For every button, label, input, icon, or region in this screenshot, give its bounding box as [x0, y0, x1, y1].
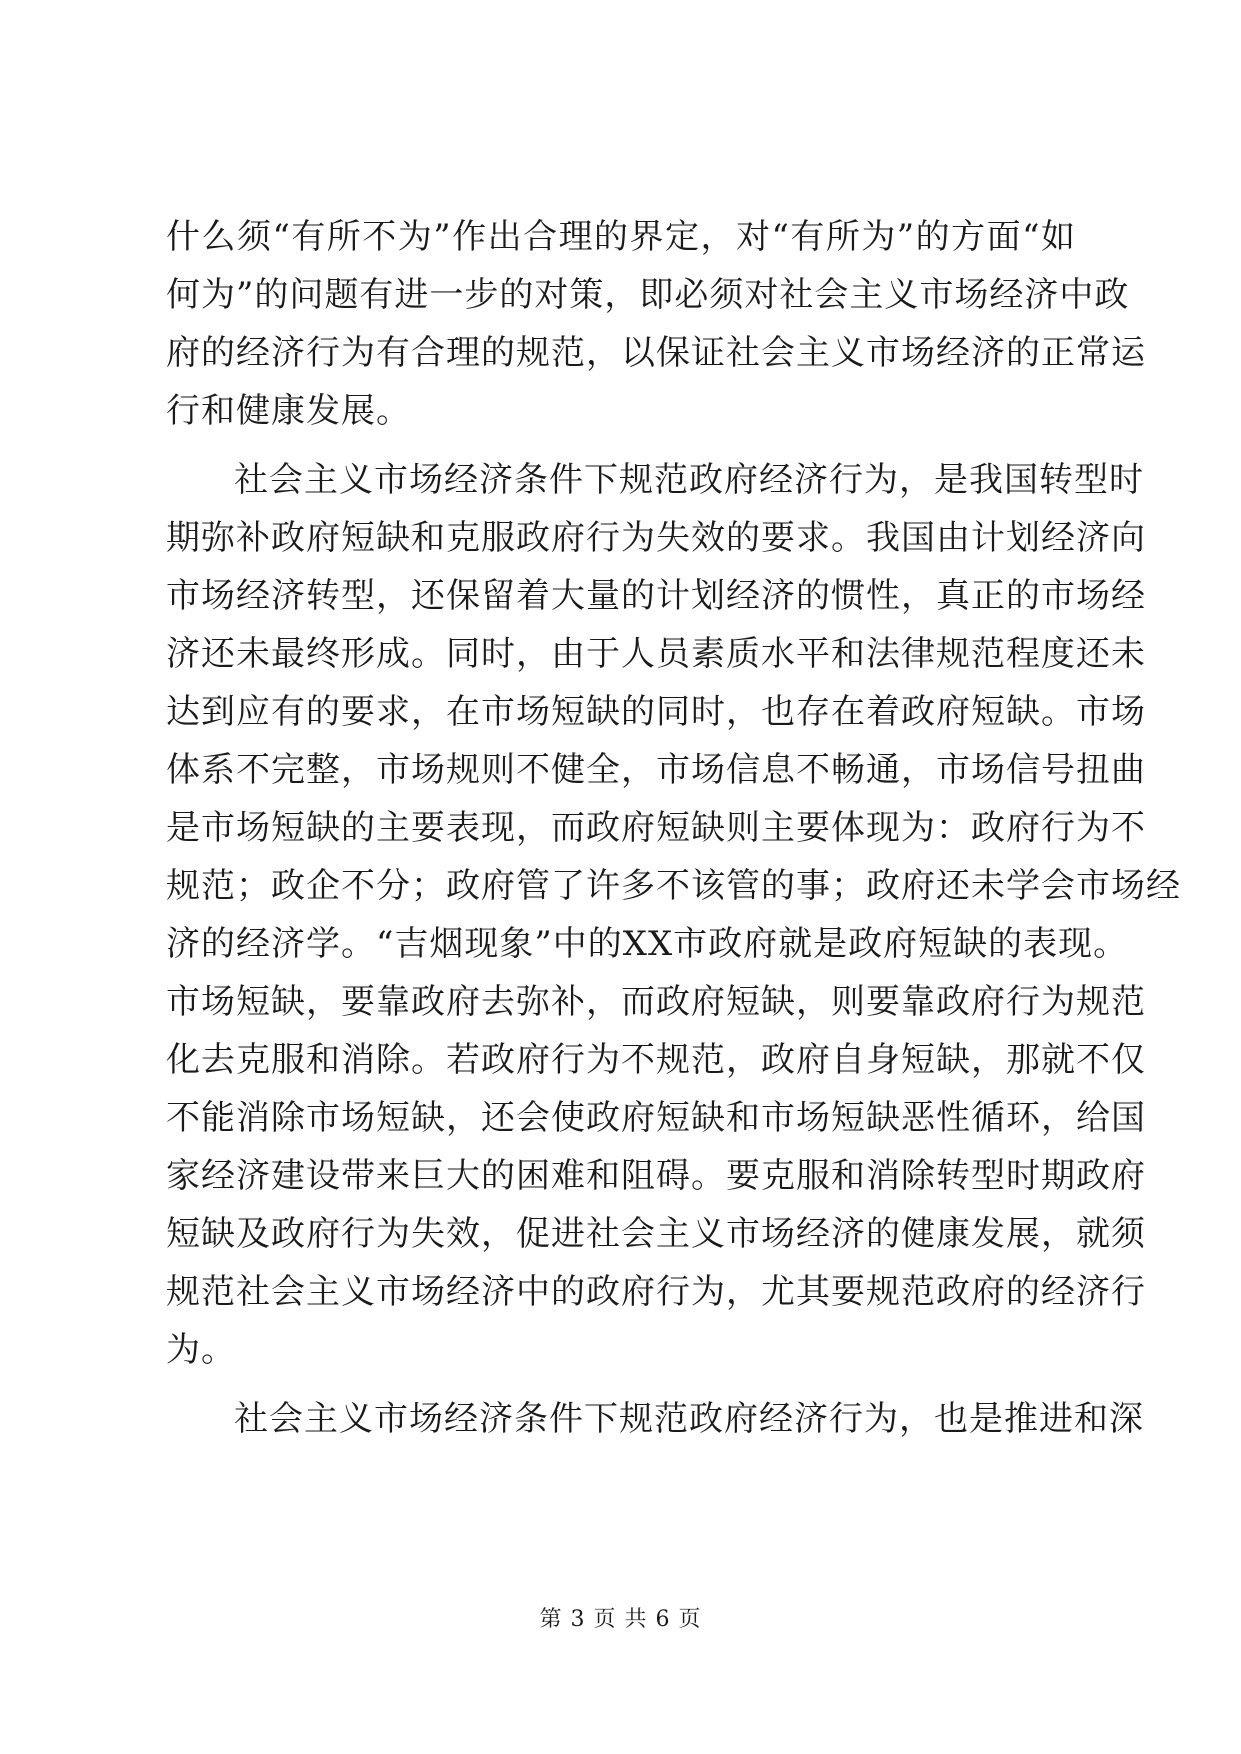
- paragraph-line: 为。: [166, 1330, 236, 1370]
- paragraph-3: [166, 1390, 1144, 1448]
- page-number-footer: 第 3 页 共 6 页: [539, 1607, 702, 1632]
- paragraph-line: 达到应有的要求，在市场短缺的同时，也存在着政府短缺。市场: [166, 692, 1146, 732]
- paragraph-gap: [166, 1379, 1076, 1390]
- paragraph-line: 济的经济学。“吉烟现象”中的XX市政府就是政府短缺的表现。: [166, 924, 1129, 964]
- paragraph-line: 社会主义市场经济条件下规范政府经济行为，也是推进和深: [234, 1399, 1144, 1439]
- paragraph-line: 行和健康发展。: [166, 391, 411, 431]
- document-body: [166, 208, 1181, 1448]
- paragraph-line: 市场经济转型，还保留着大量的计划经济的惯性，真正的市场经: [166, 576, 1146, 616]
- paragraph-line: 短缺及政府行为失效，促进社会主义市场经济的健康发展，就须: [166, 1214, 1146, 1254]
- paragraph-line: 规范；政企不分；政府管了许多不该管的事；政府还未学会市场经: [166, 866, 1181, 906]
- paragraph-line: 不能消除市场短缺，还会使政府短缺和市场短缺恶性循环，给国: [166, 1098, 1146, 1138]
- paragraph-line: 社会主义市场经济条件下规范政府经济行为，是我国转型时: [234, 460, 1144, 500]
- paragraph-line: 市场短缺，要靠政府去弥补，而政府短缺，则要靠政府行为规范: [166, 982, 1146, 1022]
- paragraph-line: 府的经济行为有合理的规范，以保证社会主义市场经济的正常运: [166, 333, 1146, 373]
- paragraph-line: 家经济建设带来巨大的困难和阻碍。要克服和消除转型时期政府: [166, 1156, 1146, 1196]
- paragraph-line: 期弥补政府短缺和克服政府行为失效的要求。我国由计划经济向: [166, 518, 1146, 558]
- paragraph-1: [166, 208, 1146, 440]
- paragraph-line: 规范社会主义市场经济中的政府行为，尤其要规范政府的经济行: [166, 1272, 1146, 1312]
- paragraph-line: 体系不完整，市场规则不健全，市场信息不畅通，市场信号扭曲: [166, 750, 1146, 790]
- paragraph-gap: [166, 440, 1076, 451]
- paragraph-line: 化去克服和消除。若政府行为不规范，政府自身短缺，那就不仅: [166, 1040, 1146, 1080]
- paragraph-line: 什么须“有所不为”作出合理的界定，对“有所为”的方面“如: [166, 217, 1076, 257]
- paragraph-line: 是市场短缺的主要表现，而政府短缺则主要体现为：政府行为不: [166, 808, 1146, 848]
- paragraph-2: [166, 451, 1181, 1379]
- paragraph-line: 济还未最终形成。同时，由于人员素质水平和法律规范程度还未: [166, 634, 1146, 674]
- paragraph-line: 何为”的问题有进一步的对策，即必须对社会主义市场经济中政: [166, 275, 1130, 315]
